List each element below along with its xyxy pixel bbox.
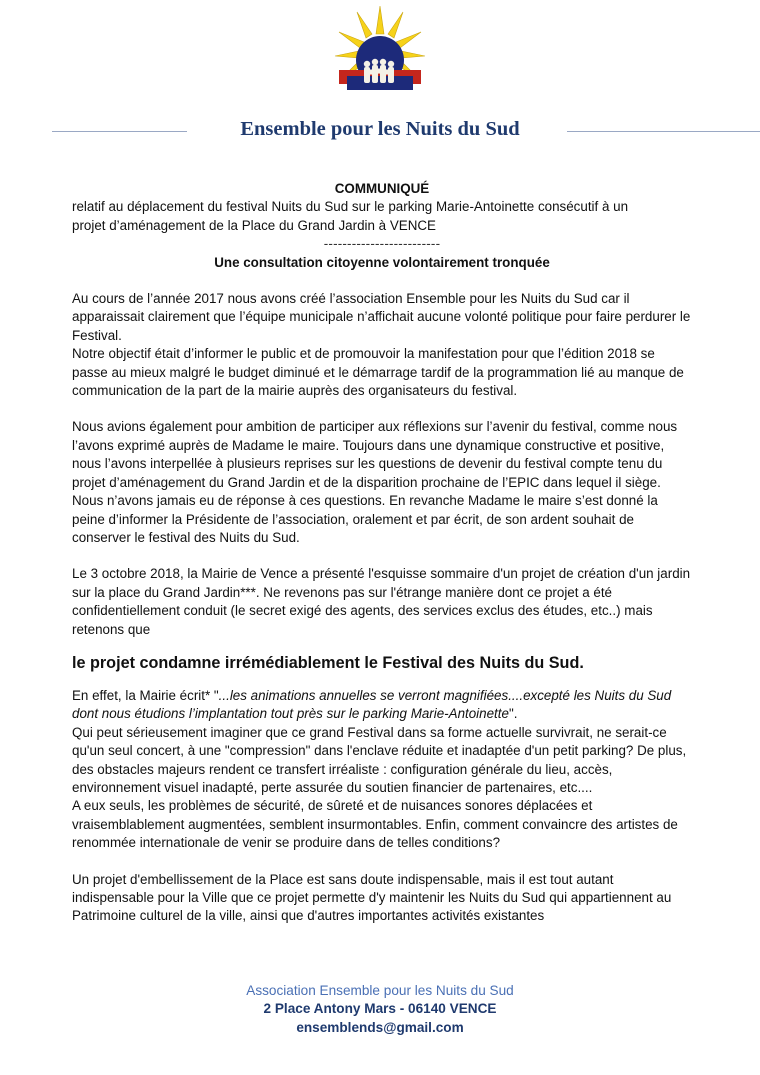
headline-statement: le projet condamne irrémédiablement le Festival des Nuits du Sud. — [72, 653, 584, 672]
mairie-quote: ...les animations annuelles se verront magnifiées....excepté les Nuits du Sud dont nous étudions l’implantation tout près sur le parking Marie-Antoinette — [72, 687, 672, 722]
footer-contact — [0, 982, 760, 1037]
paragraph-6-lead: En effet, la Mairie écrit* " — [72, 687, 219, 703]
communique-subtitle-line2: projet d’aménagement de la Place du Grand Jardin à VENCE — [72, 217, 436, 233]
paragraph-3: Nous avions également pour ambition de participer aux réflexions sur l’avenir du festival, comme nous l’avons exprimé auprès de Madame le maire. Toujours dans une dynamique constructive et positive, nous l’avons interpellée à plusieurs reprises sur les questions de devenir du festival compte tenu du projet d’aménagement du Grand Jardin et de la disparition prochaine de l’EPIC dans lequel il siège. — [72, 419, 678, 490]
communique-subtitle-line1: relatif au déplacement du festival Nuits du Sud sur le parking Marie-Antoinette consécutif à un — [72, 199, 629, 215]
paragraph-4: Nous n’avons jamais eu de réponse à ces questions. En revanche Madame le maire s’est donné la peine d’informer la Présidente de l’association, oralement et par écrit, de son ardent souhait de conserver le festival des Nuits du Sud. — [72, 493, 658, 545]
paragraph-5: Le 3 octobre 2018, la Mairie de Vence a présenté l'esquisse sommaire d'un projet de création d'un jardin sur la place du Grand Jardin***. Ne revenons pas sur l'étrange manière dont ce projet a été confidentiellement conduit (le secret exigé des agents, des services exclus des études, etc..) mais retenons que — [72, 566, 691, 637]
separator-line: ------------------------- — [323, 236, 441, 252]
press-release-body — [72, 180, 692, 926]
footer-address: 2 Place Antony Mars - 06140 VENCE — [263, 1001, 497, 1017]
paragraph-9: Un projet d'embellissement de la Place est sans doute indispensable, mais il est tout autant indispensable pour la Ville que ce projet permette d'y maintenir les Nuits du Sud qui appartiennent au Patrimoine culturel de la ville, ainsi que d'autres importantes activités existantes — [72, 871, 672, 924]
communique-tagline: Une consultation citoyenne volontairement tronquée — [214, 254, 550, 270]
paragraph-1: Au cours de l’année 2017 nous avons créé l’association Ensemble pour les Nuits du Sud car il apparaissait clairement que l’équipe municipale n’affichait aucune volonté politique pour faire perdurer le Festival. — [72, 291, 691, 343]
paragraph-6-end: ". — [508, 706, 518, 722]
paragraph-8: A eux seuls, les problèmes de sécurité, de sûreté et de nuisances sonores déplacées et vraisemblablement augmentées, semblent insurmontables. Enfin, comment convaincre des artistes de renommée internationale de venir se produire dans de telles conditions? — [72, 798, 678, 851]
communique-label: COMMUNIQUÉ — [334, 181, 430, 196]
association-logo — [333, 4, 427, 114]
footer-association-name: Association Ensemble pour les Nuits du Sud — [246, 983, 514, 998]
paragraph-6 — [72, 687, 692, 724]
paragraph-7: Qui peut sérieusement imaginer que ce grand Festival dans sa forme actuelle survivrait, ne serait-ce qu'un seul concert, à une "compression" dans l'enclave réduite et inadaptée d'un petit parking? De plus, des obstacles majeurs rendent ce transfert irréaliste : configuration générale du lieu, accès, environnement visuel inadapté, perte assurée du soutien financier de partenaires, etc.... — [72, 724, 687, 795]
paragraph-2: Notre objectif était d’informer le public et de promouvoir la manifestation pour que l’édition 2018 se passe au mieux malgré le budget diminué et le démarrage tardif de la programmation lié au manque de communication de la part de la mairie auprès des organisateurs du festival. — [72, 346, 684, 399]
organization-title: Ensemble pour les Nuits du Sud — [240, 118, 520, 140]
footer-email[interactable]: ensemblends@gmail.com — [296, 1019, 464, 1035]
